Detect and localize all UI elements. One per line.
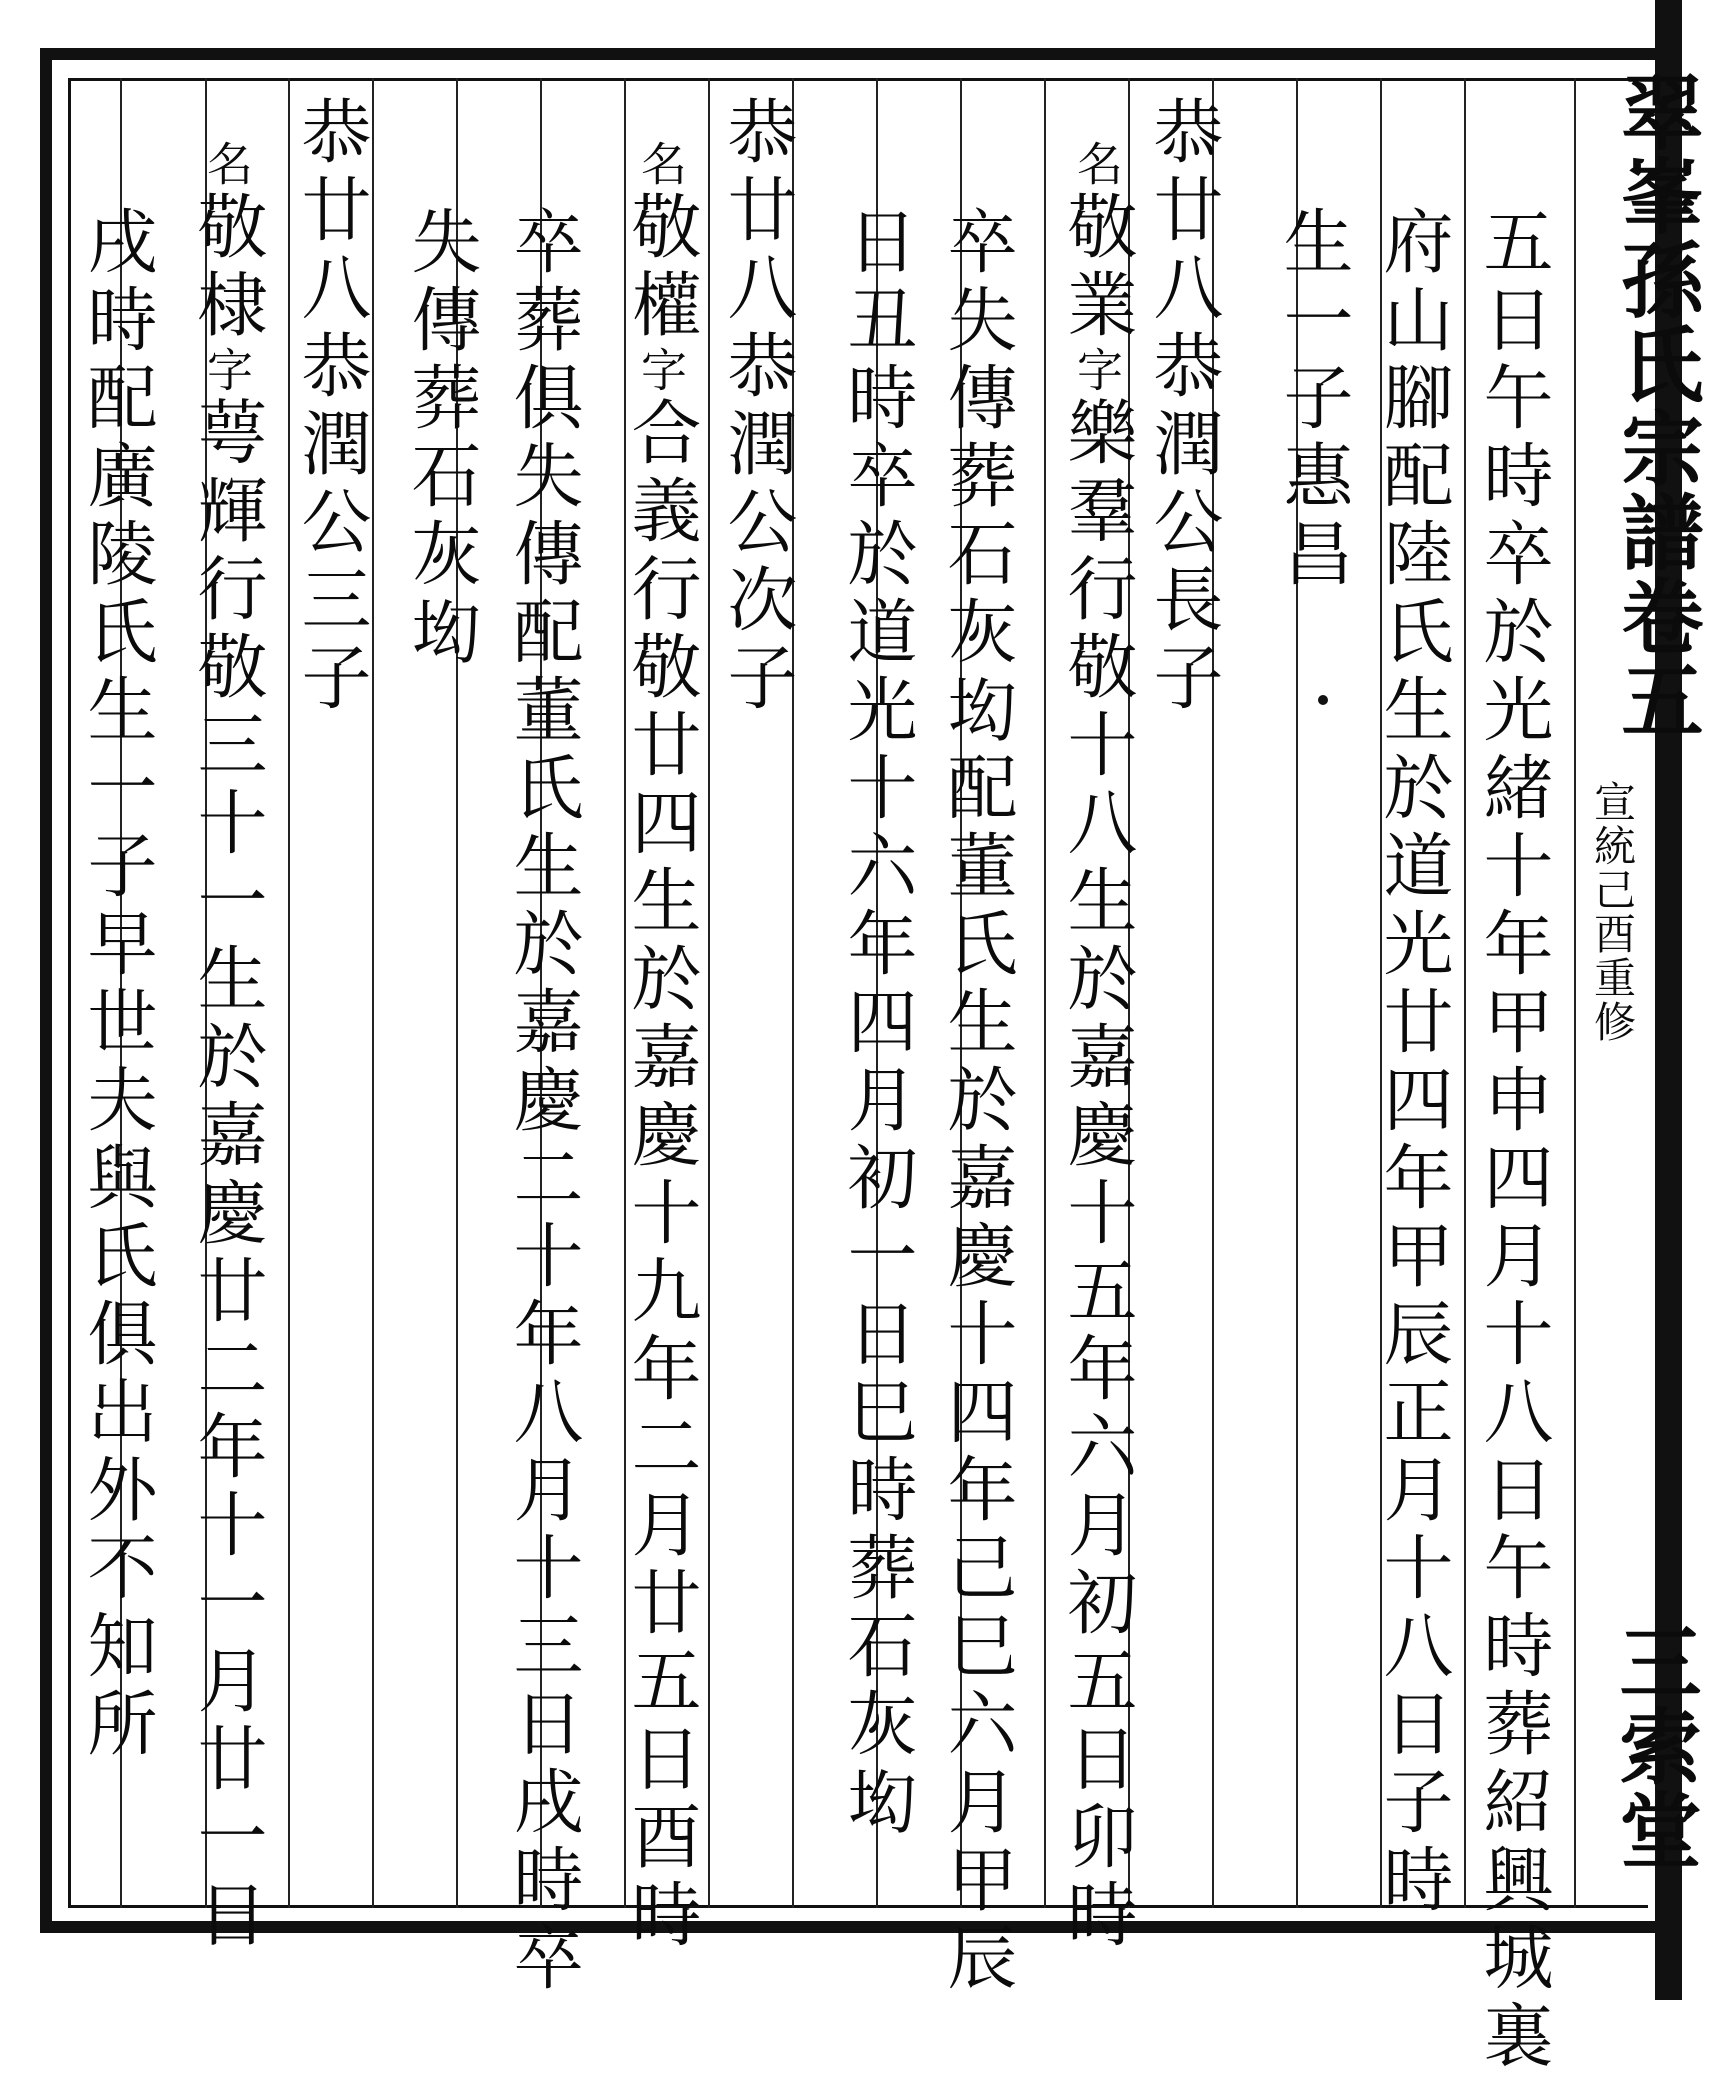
text-column: 日丑時卒於道光十六年四月初一日巳時葬石灰㘭	[836, 205, 918, 1843]
text-column: 戌時配廣陵氏生一子早世夫與氏俱出外不知所	[76, 205, 158, 1765]
text-column: 卒葬俱失傳配董氏生於嘉慶二十年八月十三日戌時卒	[502, 205, 584, 1999]
text-column: 生一子惠昌	[1272, 205, 1354, 595]
text-column: 卒失傳葬石灰㘭配董氏生於嘉慶十四年己巳六月甲辰	[936, 205, 1018, 1999]
text-column: 恭廿八恭潤公三子	[290, 95, 372, 719]
text-column: 名敬權字合義行敬廿四生於嘉慶十九年二月廿五日酉時	[620, 140, 702, 1956]
text-column: 恭廿八恭潤公次子	[716, 95, 798, 719]
column-rule	[1464, 78, 1466, 1908]
genealogy-title: 翠峯孫氏宗譜卷五	[1608, 70, 1704, 742]
text-column: 名敬業字樂羣行敬十八生於嘉慶十五年六月初五日卯時	[1056, 140, 1138, 1956]
hall-name-folio: 三索堂	[1606, 1620, 1702, 1872]
column-rule	[708, 78, 710, 1908]
text-column: 名敬棣字萼輝行敬三十一生於嘉慶廿二年十一月廿一日	[186, 140, 268, 1956]
text-column: 失傳葬石灰㘭	[400, 205, 482, 673]
text-column: 五日午時卒於光緒十年甲申四月十八日午時葬紹興城裏	[1472, 205, 1554, 2077]
edition-note: 宣統己酉重修	[1588, 780, 1637, 1044]
punctuation-dot	[1318, 695, 1328, 705]
column-rule	[1574, 78, 1576, 1908]
column-rule	[1044, 78, 1046, 1908]
text-column: 恭廿八恭潤公長子	[1142, 95, 1224, 719]
text-column: 府山腳配陸氏生於道光廿四年甲辰正月十八日子時	[1372, 205, 1454, 1921]
column-rule	[372, 78, 374, 1908]
